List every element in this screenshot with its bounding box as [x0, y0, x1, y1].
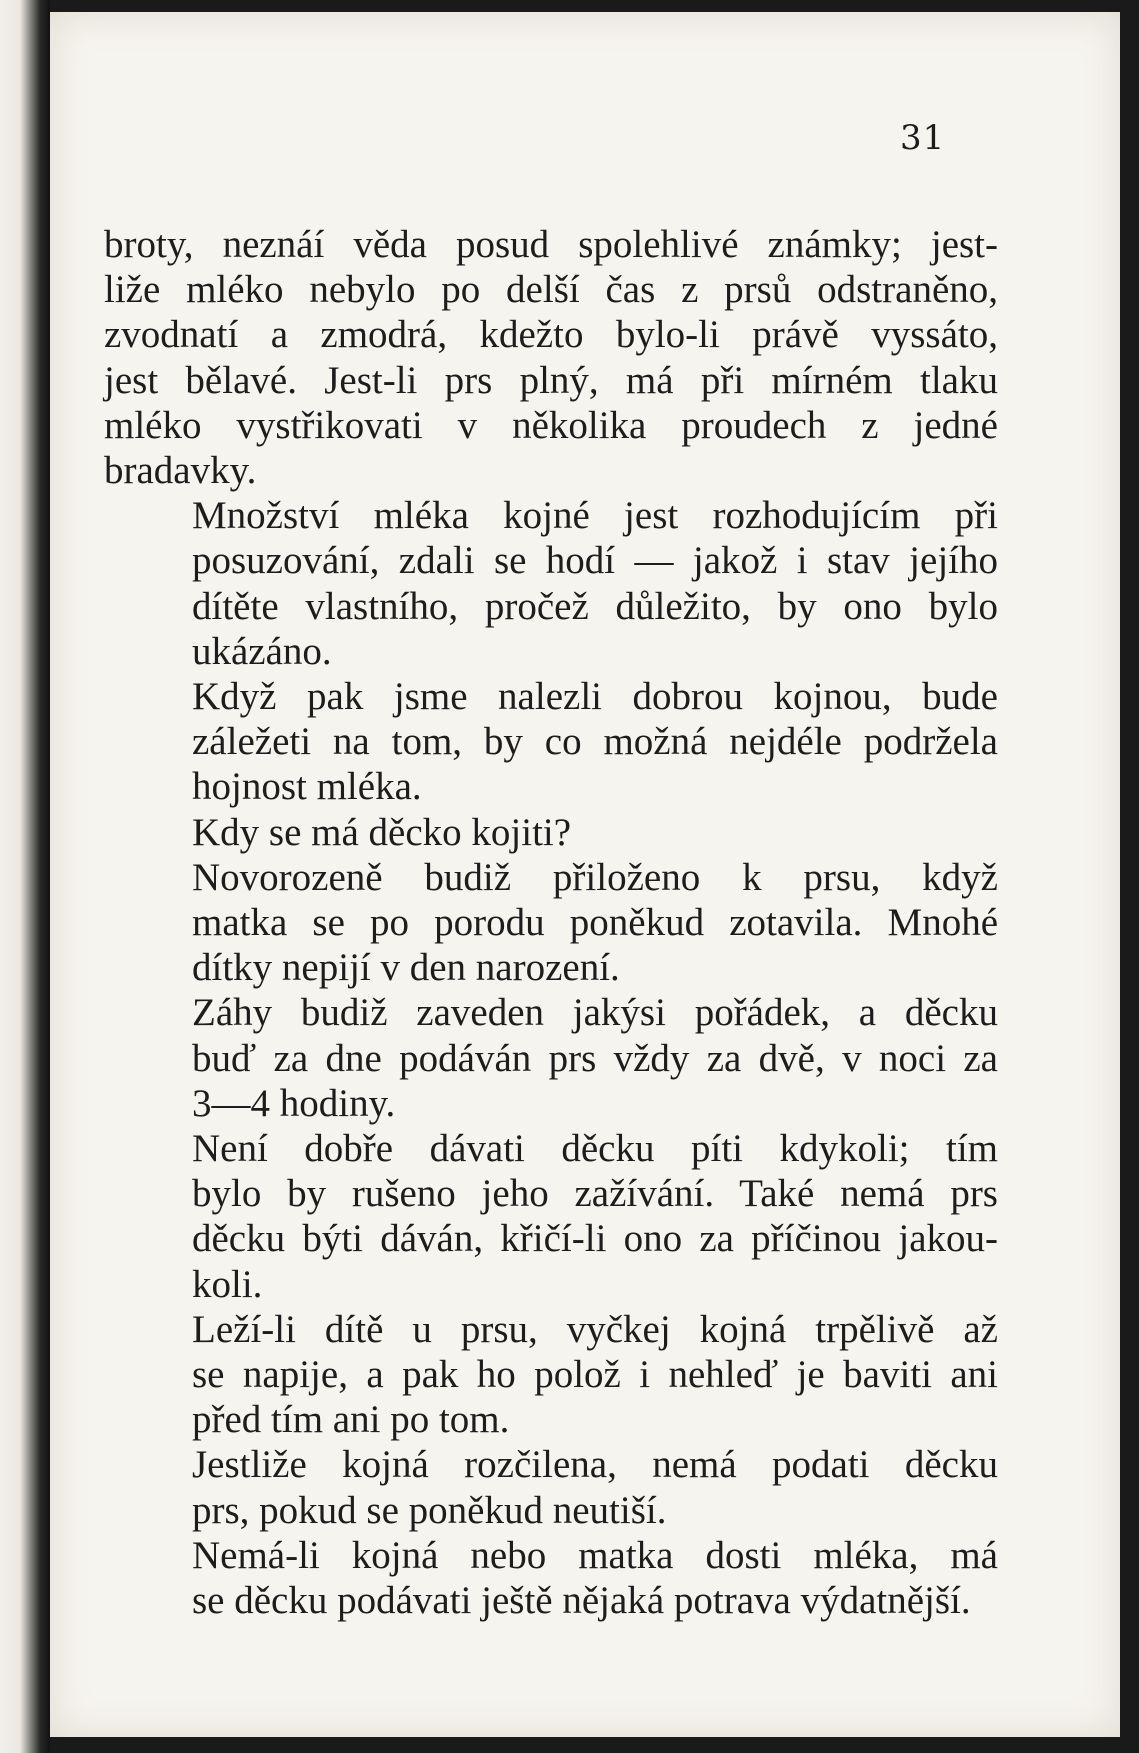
text-line: Když pak jsme nalezli dobrou kojnou, bude: [192, 675, 998, 719]
paragraph-9: [104, 1442, 998, 1532]
paragraph-1: [104, 222, 998, 493]
paragraph-10: [104, 1533, 998, 1623]
text-line: před tím ani po tom.: [192, 1398, 510, 1442]
paragraph-5: [104, 855, 998, 991]
paragraph-2: [104, 493, 998, 674]
text-line: zvodnatí a zmodrá, kdežto bylo-li právě vyssáto,: [104, 313, 998, 357]
text-line: Leží-li dítě u prsu, vyčkej kojná trpělivě až: [192, 1307, 998, 1351]
text-line: mléko vystřikovati v několika proudech z jedné: [104, 403, 998, 447]
book-binding-edge: [0, 0, 50, 1753]
text-line: ukázáno.: [192, 629, 332, 673]
text-line: Kdy se má děcko kojiti?: [192, 810, 572, 854]
text-line: prs, pokud se poněkud neutiší.: [192, 1488, 667, 1532]
text-line: Jestliže kojná rozčilena, nemá podati děcku: [192, 1443, 998, 1487]
paragraph-8: [104, 1307, 998, 1443]
text-line: dítky nepijí v den narození.: [192, 946, 620, 990]
paragraph-7: [104, 1126, 998, 1307]
text-line: záležeti na tom, by co možná nejdéle podržela: [192, 720, 998, 764]
paragraph-6: [104, 990, 998, 1126]
text-line: Není dobře dávati děcku píti kdykoli; tím: [192, 1127, 998, 1171]
body-text: [104, 222, 998, 1623]
text-line: buď za dne podáván prs vždy za dvě, v noci za: [192, 1036, 998, 1080]
page-number: 31: [900, 118, 946, 158]
text-line: Nemá-li kojná nebo matka dosti mléka, má: [192, 1533, 998, 1577]
text-line: Záhy budiž zaveden jakýsi pořádek, a děcku: [192, 991, 998, 1035]
text-line: děcku býti dáván, křičí-li ono za příčinou jakou-: [192, 1217, 998, 1261]
paragraph-4: [104, 810, 998, 855]
text-line: se děcku podávati ještě nějaká potrava výdatnější.: [192, 1579, 971, 1623]
text-line: Novorozeně budiž přiloženo k prsu, když: [192, 855, 998, 899]
text-line: posuzování, zdali se hodí — jakož i stav jejího: [192, 539, 998, 583]
text-line: liže mléko nebylo po delší čas z prsů odstraněno,: [104, 268, 998, 312]
text-line: se napije, a pak ho polož i nehleď je baviti ani: [192, 1353, 998, 1397]
text-line: broty, neznáí věda posud spolehlivé známky; jest-: [104, 223, 998, 266]
text-line: bylo by rušeno jeho zažívání. Také nemá prs: [192, 1172, 998, 1216]
text-line: 3—4 hodiny.: [192, 1081, 396, 1125]
paragraph-3: [104, 674, 998, 810]
text-line: jest bělavé. Jest-li prs plný, má při mírném tlaku: [104, 358, 998, 402]
text-line: matka se po porodu poněkud zotavila. Mnohé: [192, 901, 998, 945]
text-line: bradavky.: [104, 449, 257, 493]
text-line: dítěte vlastního, pročež důležito, by ono bylo: [192, 584, 998, 628]
text-line: koli.: [192, 1262, 263, 1306]
text-line: hojnost mléka.: [192, 765, 422, 809]
text-line: Množství mléka kojné jest rozhodujícím při: [192, 494, 998, 538]
